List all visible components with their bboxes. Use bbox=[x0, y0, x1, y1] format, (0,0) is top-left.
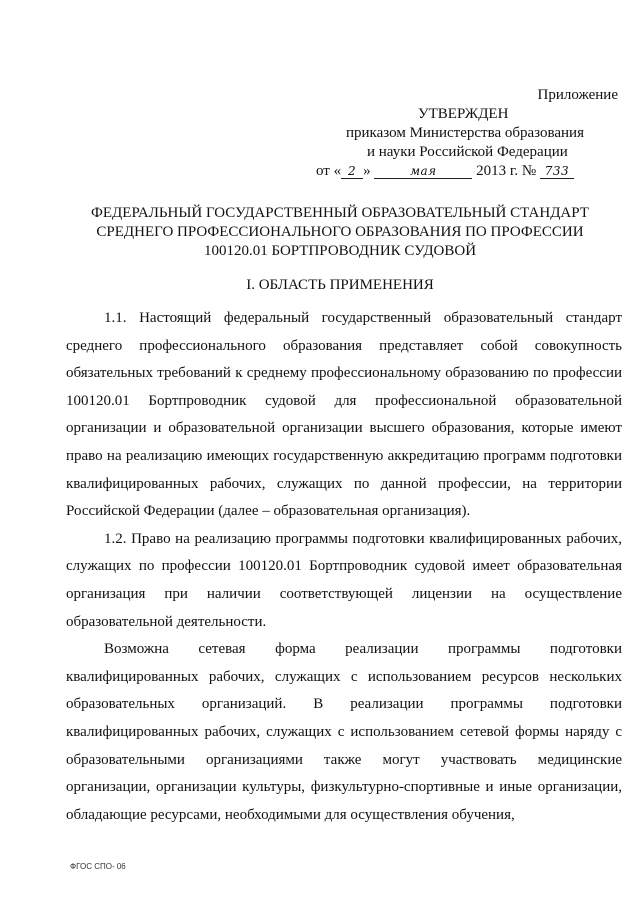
date-prefix: от « bbox=[316, 163, 342, 179]
document-title: ФЕДЕРАЛЬНЫЙ ГОСУДАРСТВЕННЫЙ ОБРАЗОВАТЕЛЬНЫЙ СТАНДАРТ СРЕДНЕГО ПРОФЕССИОНАЛЬНОГО ОБРАЗОВАНИЯ ПО ПРОФЕССИИ 100120.01 БОРТПРОВОДНИК СУДОВОЙ bbox=[91, 205, 589, 259]
approval-stamp bbox=[300, 86, 618, 181]
date-year: 2013 г. № bbox=[472, 163, 540, 179]
handwritten-day: 2 bbox=[341, 165, 363, 179]
date-mid: » bbox=[363, 163, 375, 179]
handwritten-month: мая bbox=[374, 165, 472, 179]
paragraph-network-form: Возможна сетевая форма реализации программы подготовки квалифицированных рабочих, служащих с использованием ресурсов нескольких образовательных организаций. В реализации программы подготовки квалифицированных рабочих, служащих с использованием сетевой формы наряду с образовательными организациями также могут участвовать медицинские организации, организации культуры, физкультурно-спортивные и иные организации, обладающие ресурсами, необходимыми для осуществления обучения, bbox=[66, 641, 622, 823]
footer-code: ФГОС СПО- 06 bbox=[70, 862, 126, 871]
order-line-1: приказом Министерства образования bbox=[346, 125, 584, 141]
paragraph-1-2: 1.2. Право на реализацию программы подготовки квалифицированных рабочих, служащих по профессии 100120.01 Бортпроводник судовой имеет образовательная организация при наличии соответствующей лицензии на осуществление образовательной деятельности. bbox=[66, 530, 622, 630]
body-text bbox=[66, 305, 622, 829]
paragraph-1-1: 1.1. Настоящий федеральный государственный образовательный стандарт среднего профессионального образования представляет собой совокупность обязательных требований к среднему профессиональному образованию по профессии 100120.01 Бортпроводник судовой для профессиональной образовательной организации и образовательной организации высшего образования, которые имеют право на реализацию имеющих государственную аккредитацию программ подготовки квалифицированных рабочих, служащих по данной профессии, на территории Российской Федерации (далее – образовательная организация). bbox=[66, 310, 622, 520]
appendix-label: Приложение bbox=[537, 87, 618, 103]
order-line-2: и науки Российской Федерации bbox=[367, 144, 568, 160]
section-heading: I. ОБЛАСТЬ ПРИМЕНЕНИЯ bbox=[246, 277, 434, 293]
approved-label: УТВЕРЖДЕН bbox=[418, 106, 509, 122]
order-date-line bbox=[300, 162, 618, 181]
handwritten-number: 733 bbox=[540, 165, 574, 179]
